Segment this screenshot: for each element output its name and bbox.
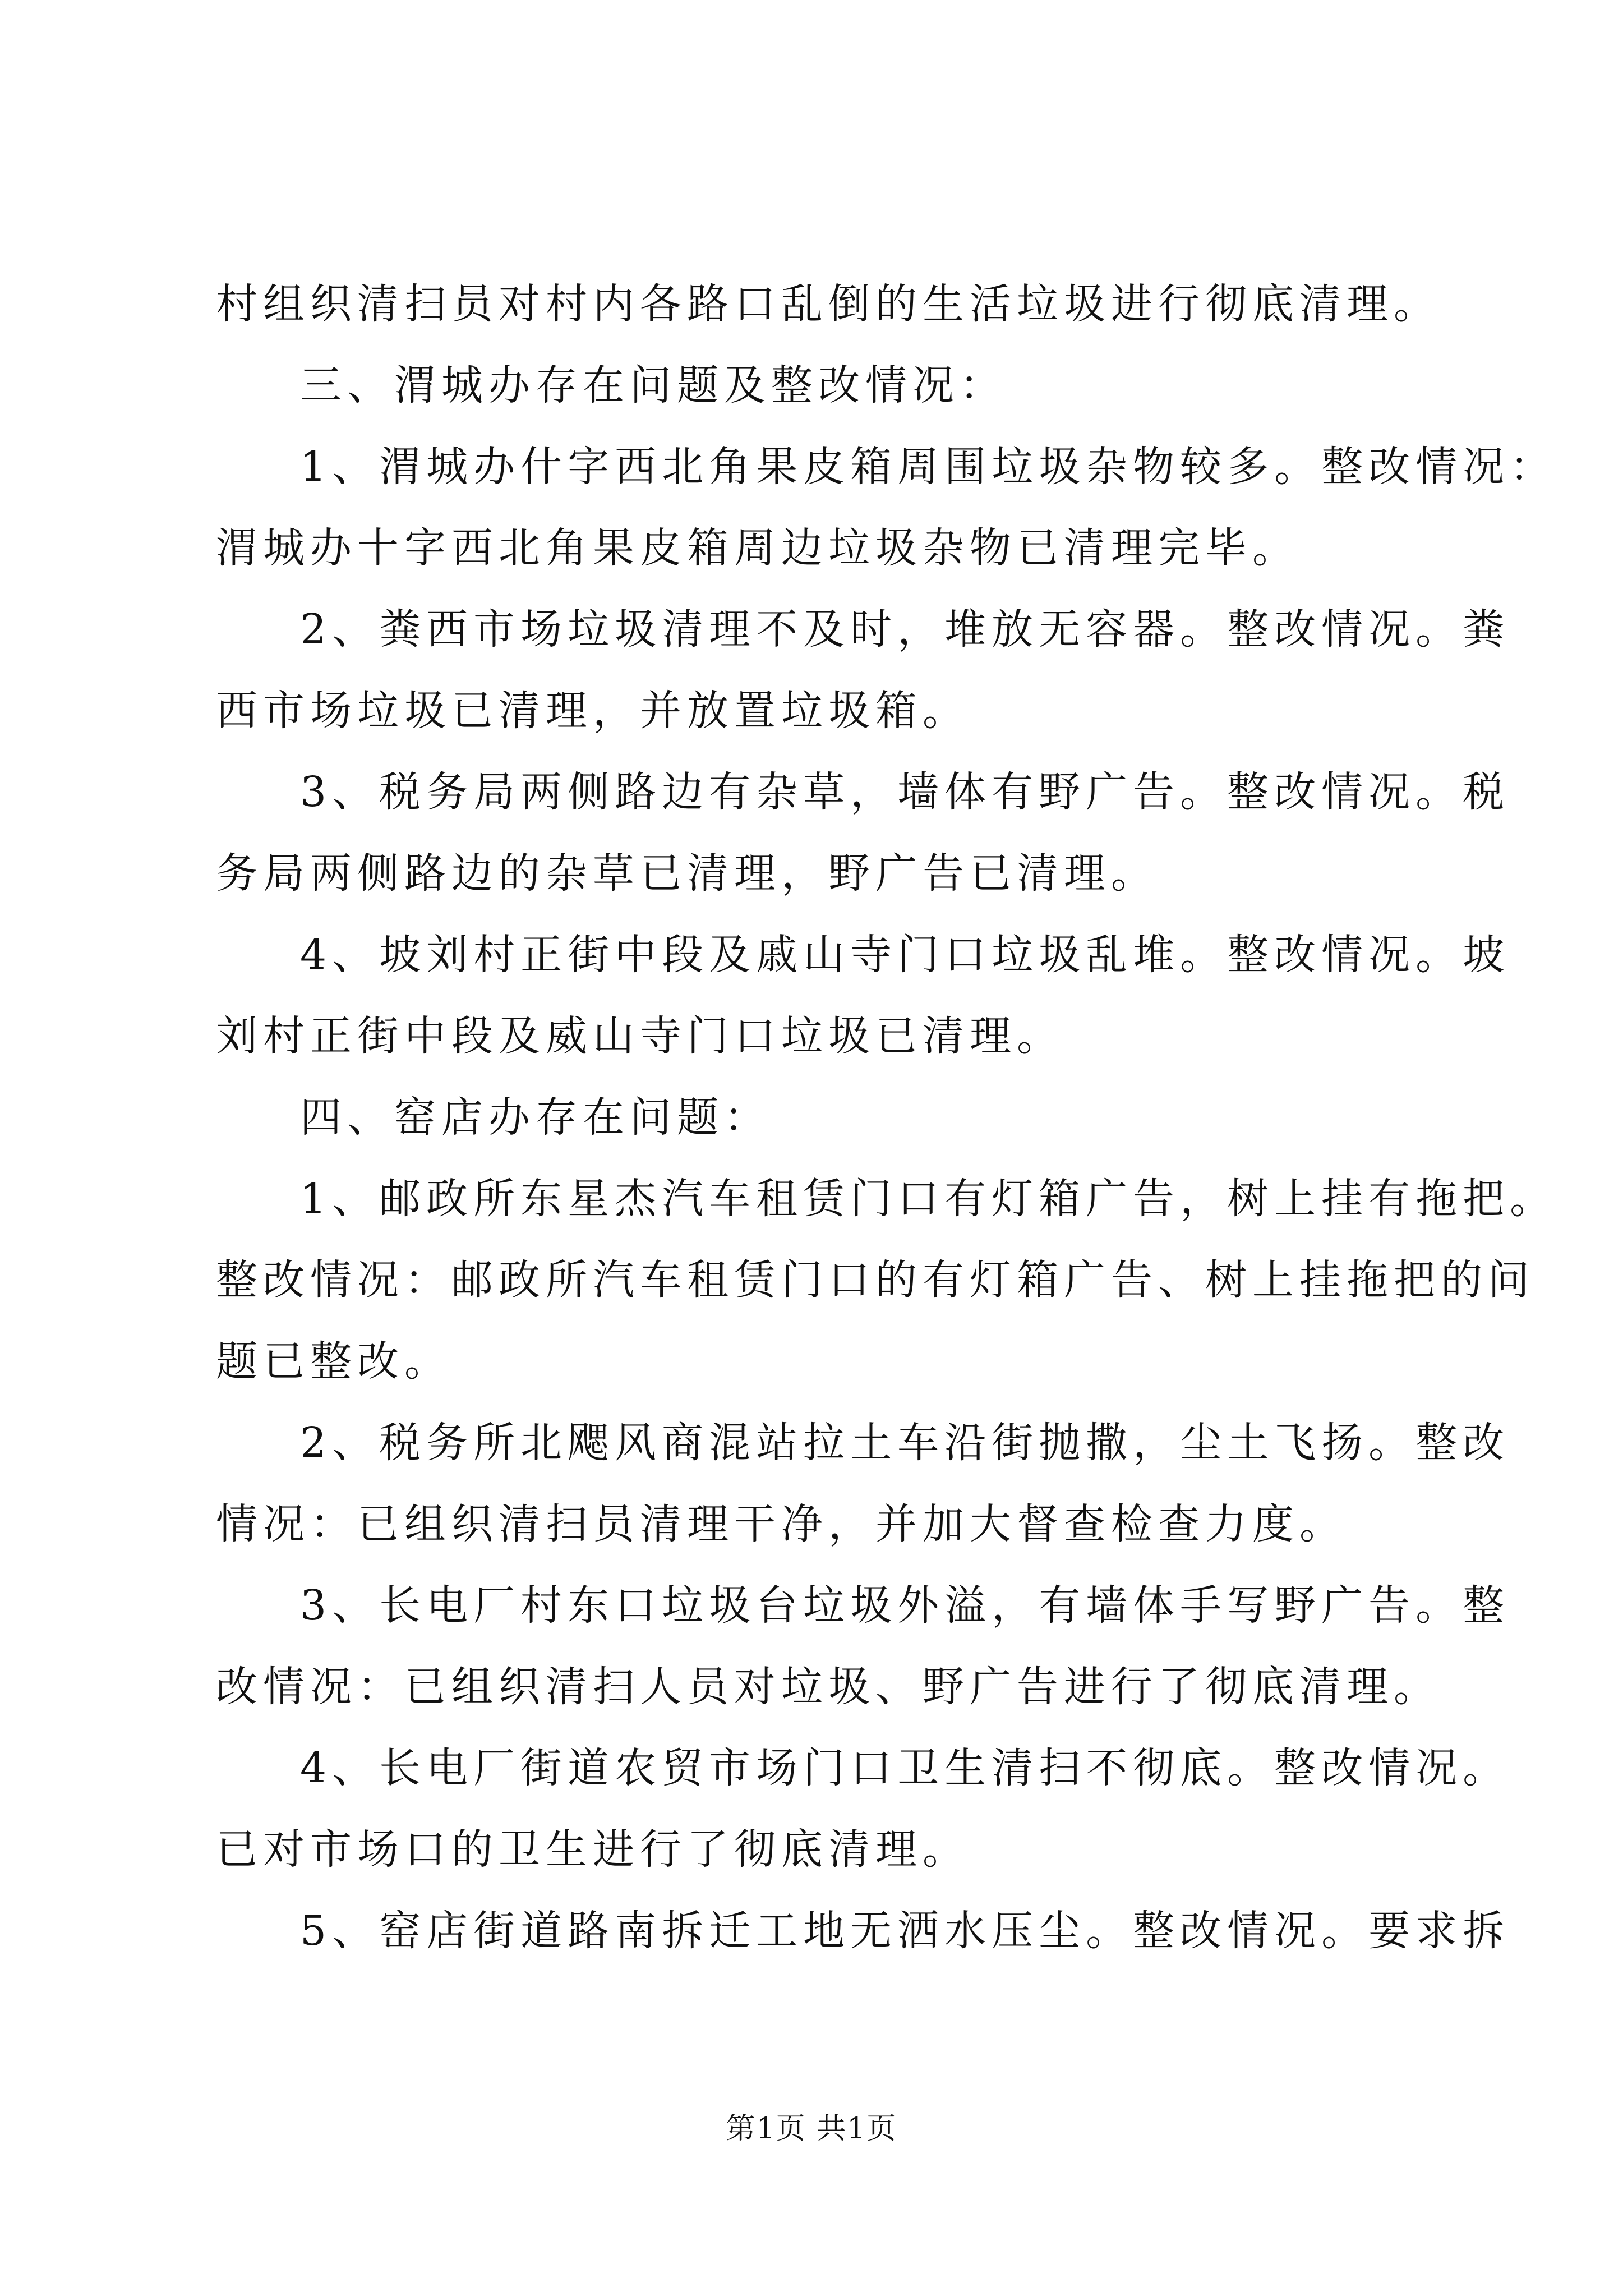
text-line: 4、长电厂街道农贸市场门口卫生清扫不彻底。整改情况。 bbox=[300, 1744, 1510, 1792]
text-line: 1、渭城办什字西北角果皮箱周围垃圾杂物较多。整改情况： bbox=[300, 443, 1557, 491]
text-line: 情况：已组织清扫员清理干净，并加大督查检查力度。 bbox=[216, 1500, 1347, 1548]
text-line: 改情况：已组织清扫人员对垃圾、野广告进行了彻底清理。 bbox=[216, 1663, 1441, 1711]
text-line: 四、窑店办存在问题： bbox=[300, 1093, 771, 1142]
text-line: 整改情况：邮政所汽车租赁门口的有灯箱广告、树上挂拖把的问 bbox=[216, 1256, 1535, 1304]
page-footer: 第1页 共1页 bbox=[726, 2112, 897, 2146]
text-line: 务局两侧路边的杂草已清理，野广告已清理。 bbox=[216, 849, 1158, 898]
text-line: 刘村正街中段及威山寺门口垃圾已清理。 bbox=[216, 1012, 1064, 1060]
text-line: 3、税务局两侧路边有杂草，墙体有野广告。整改情况。税 bbox=[300, 768, 1510, 816]
text-line: 3、长电厂村东口垃圾台垃圾外溢，有墙体手写野广告。整 bbox=[300, 1581, 1510, 1630]
body-text bbox=[216, 264, 1557, 1972]
text-line: 村组织清扫员对村内各路口乱倒的生活垃圾进行彻底清理。 bbox=[216, 280, 1441, 328]
text-line: 已对市场口的卫生进行了彻底清理。 bbox=[216, 1825, 970, 1874]
text-line: 2、税务所北飔风商混站拉土车沿街抛撒，尘土飞扬。整改 bbox=[300, 1419, 1510, 1467]
text-line: 1、邮政所东星杰汽车租赁门口有灯箱广告，树上挂有拖把。 bbox=[300, 1175, 1557, 1223]
text-line: 4、坡刘村正街中段及戚山寺门口垃圾乱堆。整改情况。坡 bbox=[300, 931, 1510, 979]
text-line: 题已整改。 bbox=[216, 1337, 451, 1386]
text-line: 5、窑店街道路南拆迁工地无洒水压尘。整改情况。要求拆 bbox=[300, 1907, 1510, 1955]
text-line: 2、粪西市场垃圾清理不及时，堆放无容器。整改情况。粪 bbox=[300, 605, 1510, 654]
text-line: 西市场垃圾已清理，并放置垃圾箱。 bbox=[216, 687, 970, 735]
text-line: 三、渭城办存在问题及整改情况： bbox=[300, 361, 1007, 409]
text-line: 渭城办十字西北角果皮箱周边垃圾杂物已清理完毕。 bbox=[216, 524, 1299, 572]
